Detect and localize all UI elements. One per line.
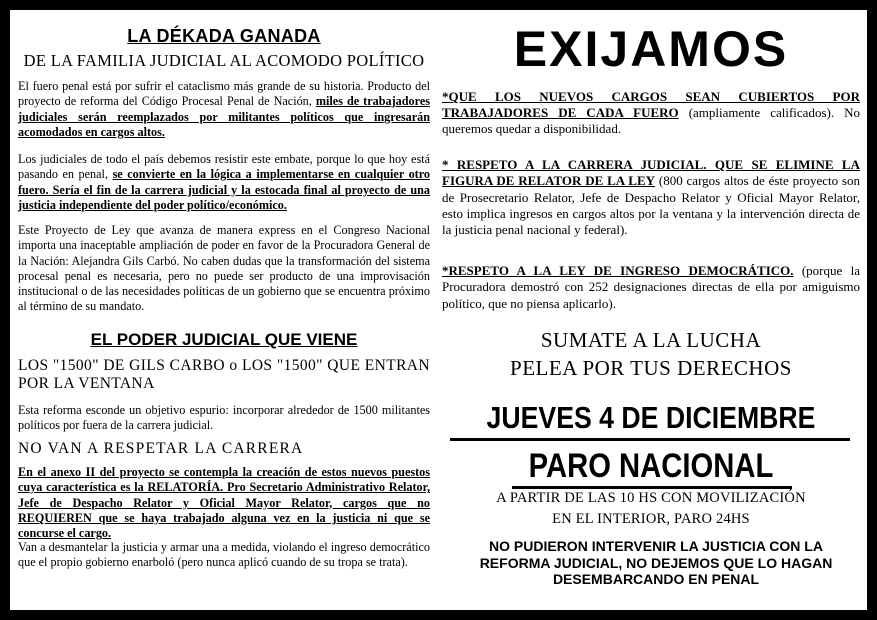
resist-text: Los judiciales de todo el país debemos resistir este embate, porque lo que hoy está pasando en penal, <box>18 152 430 182</box>
strike-date: JUEVES 4 DE DICIEMBRE <box>486 400 816 435</box>
intro-text: El fuero penal está por sufrir el cataclismo más grande de su historia. Producto del proyecto de reforma del Código Procesal Penal de Nación, <box>18 79 430 109</box>
paro-nacional: PARO NACIONAL <box>528 447 774 485</box>
paragraph-objective: Esta reforma esconde un objetivo espurio: incorporar alrededor de 1500 militantes políticos por fuera de la carrera judicial. <box>18 403 430 433</box>
paragraph-desmantelar: Van a desmantelar la justicia y armar una a medida, violando el ingreso democrático que el propio gobierno enarboló (pero nunca aplicó cuando de su tropa se trata). <box>18 540 430 570</box>
paro-underline <box>512 486 792 489</box>
detail-interior: EN EL INTERIOR, PARO 24HS <box>552 511 750 527</box>
left-subtitle: DE LA FAMILIA JUDICIAL AL ACOMODO POLÍTICO <box>23 51 425 70</box>
heading-carrera: NO VAN A RESPETAR LA CARRERA <box>18 440 304 457</box>
resist-emphasis-2: Sería el fin de la carrera judicial y la estocada final al proyecto de una justicia independiente del poder político/económico. <box>18 182 430 212</box>
heading-1500: LOS "1500" DE GILS CARBO o LOS "1500" QUE ENTRAN POR LA VENTANA <box>18 357 430 392</box>
demand-3-emphasis: *RESPETO A LA LEY DE INGRESO DEMOCRÁTICO. <box>442 263 794 278</box>
resist-emphasis-1: se convierte en la lógica a implementarse en cualquier otro fuero. <box>18 167 430 197</box>
heading-poder-judicial: EL PODER JUDICIAL QUE VIENE <box>90 330 358 349</box>
demand-3-text: (porque la Procuradora demostró con 252 designaciones directas de ella por amiguismo político, que no piensa aplicarlo). <box>442 263 860 311</box>
flyer-page <box>10 10 867 610</box>
detail-movilizacion: A PARTIR DE LAS 10 HS CON MOVILIZACIÓN <box>496 490 806 506</box>
demand-1-emphasis: *QUE LOS NUEVOS CARGOS SEAN CUBIERTOS POR TRABAJADORES DE CADA FUERO <box>442 89 860 120</box>
paragraph-project: Este Proyecto de Ley que avanza de manera express en el Congreso Nacional importa una inaceptable ampliación de poder en favor de la Procuradora General de la Nación: Alejandra Gils Carbó. No caben dudas que la transformación del sistema procesal penal es necesaria, pero no puede ser producto de una improvisación institucional o de las necesidades políticas de un gobierno que se encuentra próximo al término de su mandato. <box>18 223 430 314</box>
demand-2-text: (800 cargos altos de éste proyecto son de Prosecretario Relator, Jefe de Despacho Relator y Oficial Mayor Relator, esto implica ingresos en cargos altos por la ventana y la intervención directa de la justicia penal nacional y federal). <box>442 173 860 238</box>
paragraph-anexo: En el anexo II del proyecto se contempla la creación de estos nuevos puestos cuya característica es la RELATORÍA. Pro Secretario Administrativo Relator, Jefe de Despacho Relator y Oficial Mayor Relator, cargos que no REQUIEREN que se haya trabajado alguna vez en la justicia ni que se concurse el cargo. <box>18 465 430 541</box>
left-title: LA DÉKADA GANADA <box>127 26 321 46</box>
exijamos-title: EXIJAMOS <box>513 21 789 77</box>
demand-2-emphasis: * RESPETO A LA CARRERA JUDICIAL. QUE SE ELIMINE LA FIGURA DE RELATOR DE LA LEY <box>442 157 860 189</box>
demand-1-text: (ampliamente calificados). No queremos quedar a disponibilidad. <box>442 105 860 136</box>
closing-statement: NO PUDIERON INTERVENIR LA JUSTICIA CON LA REFORMA JUDICIAL, NO DEJEMOS QUE LO HAGAN DESEMBARCANDO EN PENAL <box>479 538 833 587</box>
slogan-pelea: PELEA POR TUS DERECHOS <box>510 356 792 380</box>
paragraph-intro <box>18 79 430 140</box>
slogan-sumate: SUMATE A LA LUCHA <box>540 328 762 352</box>
paragraph-resist <box>18 152 430 213</box>
intro-emphasis: miles de trabajadores judiciales serán reemplazados por militantes políticos que ingresarán acomodados en cargos altos. <box>18 94 430 139</box>
demand-1 <box>442 89 860 137</box>
demand-2 <box>442 157 860 238</box>
demand-3 <box>442 263 860 312</box>
date-underline <box>450 438 850 441</box>
